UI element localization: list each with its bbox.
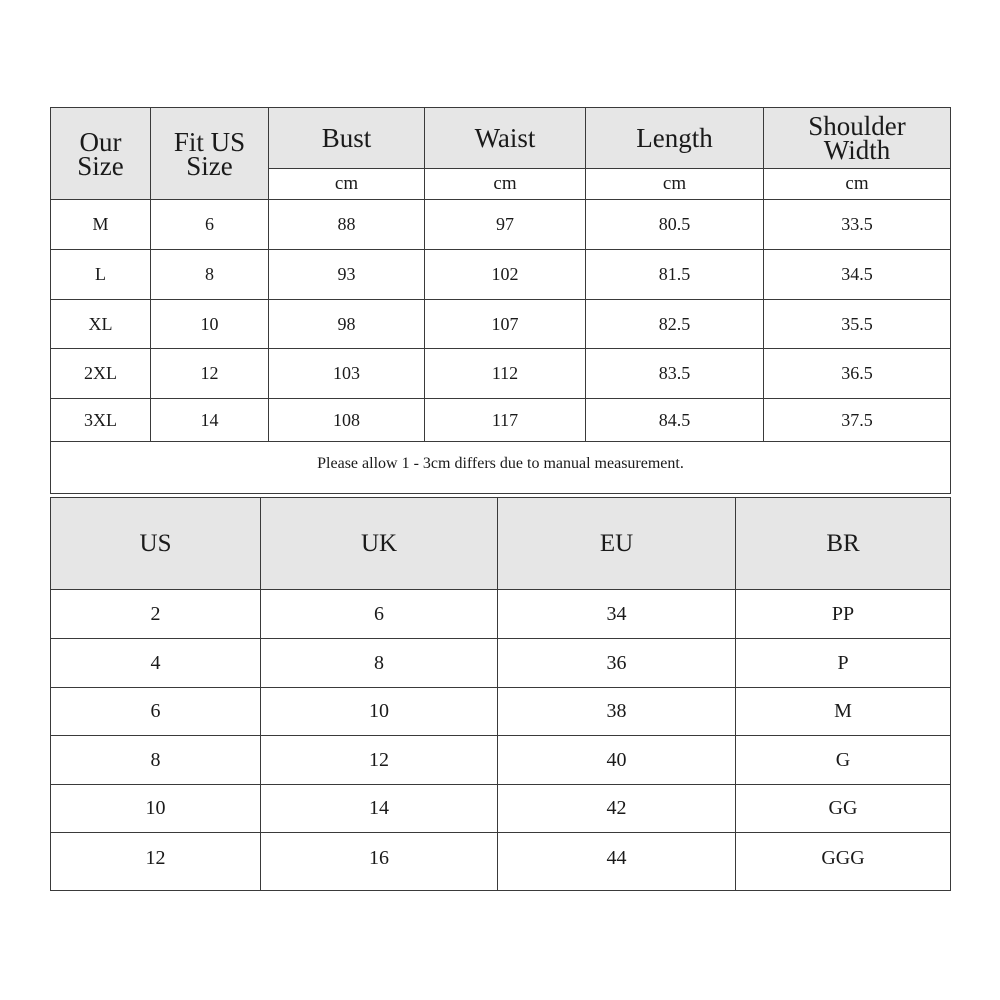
header-waist: Waist [425,108,586,169]
cell-waist: 102 [425,250,586,300]
cell-waist: 107 [425,300,586,349]
cell-bust: 98 [269,300,425,349]
header-length: Length [586,108,764,169]
size-chart-table [50,107,951,494]
cell-bust: 108 [269,399,425,442]
cell-us: 4 [51,639,261,688]
cell-fit-us-size: 10 [151,300,269,349]
header-bust: Bust [269,108,425,169]
cell-br: GGG [736,833,951,891]
cell-uk: 12 [261,736,498,785]
table-row [51,590,951,639]
header-uk: UK [261,498,498,590]
cell-waist: 112 [425,349,586,399]
cell-fit-us-size: 14 [151,399,269,442]
header-br: BR [736,498,951,590]
cell-waist: 117 [425,399,586,442]
cell-our-size: M [51,200,151,250]
table-row [51,200,951,250]
header-us: US [51,498,261,590]
cell-uk: 8 [261,639,498,688]
cell-us: 10 [51,785,261,833]
cell-fit-us-size: 8 [151,250,269,300]
table-row [51,300,951,349]
cell-uk: 14 [261,785,498,833]
table-row [51,785,951,833]
table-row [51,399,951,442]
cell-br: PP [736,590,951,639]
measurement-note: Please allow 1 - 3cm differs due to manual measurement. [51,442,951,494]
cell-bust: 93 [269,250,425,300]
cell-uk: 10 [261,688,498,736]
cell-br: P [736,639,951,688]
cell-bust: 88 [269,200,425,250]
cell-length: 81.5 [586,250,764,300]
unit-waist: cm [425,169,586,200]
cell-shoulder-width: 37.5 [764,399,951,442]
unit-length: cm [586,169,764,200]
header-eu: EU [498,498,736,590]
table-row [51,688,951,736]
cell-us: 8 [51,736,261,785]
cell-eu: 44 [498,833,736,891]
cell-waist: 97 [425,200,586,250]
cell-our-size: XL [51,300,151,349]
cell-br: G [736,736,951,785]
header-fit-us-size: Fit US Size [151,108,269,200]
cell-length: 82.5 [586,300,764,349]
cell-uk: 6 [261,590,498,639]
size-conversion-table [50,497,951,891]
cell-fit-us-size: 6 [151,200,269,250]
cell-uk: 16 [261,833,498,891]
cell-eu: 40 [498,736,736,785]
cell-us: 6 [51,688,261,736]
cell-eu: 34 [498,590,736,639]
cell-length: 84.5 [586,399,764,442]
cell-eu: 36 [498,639,736,688]
cell-eu: 38 [498,688,736,736]
cell-br: GG [736,785,951,833]
cell-our-size: 2XL [51,349,151,399]
table-row [51,833,951,891]
cell-length: 80.5 [586,200,764,250]
cell-length: 83.5 [586,349,764,399]
unit-bust: cm [269,169,425,200]
table-row [51,639,951,688]
cell-us: 2 [51,590,261,639]
cell-bust: 103 [269,349,425,399]
table-row [51,736,951,785]
cell-shoulder-width: 34.5 [764,250,951,300]
cell-us: 12 [51,833,261,891]
cell-eu: 42 [498,785,736,833]
table-row [51,349,951,399]
cell-our-size: 3XL [51,399,151,442]
cell-shoulder-width: 36.5 [764,349,951,399]
header-shoulder-width: Shoulder Width [764,108,951,169]
table-row [51,250,951,300]
cell-our-size: L [51,250,151,300]
unit-shoulder-width: cm [764,169,951,200]
cell-br: M [736,688,951,736]
cell-shoulder-width: 35.5 [764,300,951,349]
cell-fit-us-size: 12 [151,349,269,399]
header-our-size: Our Size [51,108,151,200]
cell-shoulder-width: 33.5 [764,200,951,250]
